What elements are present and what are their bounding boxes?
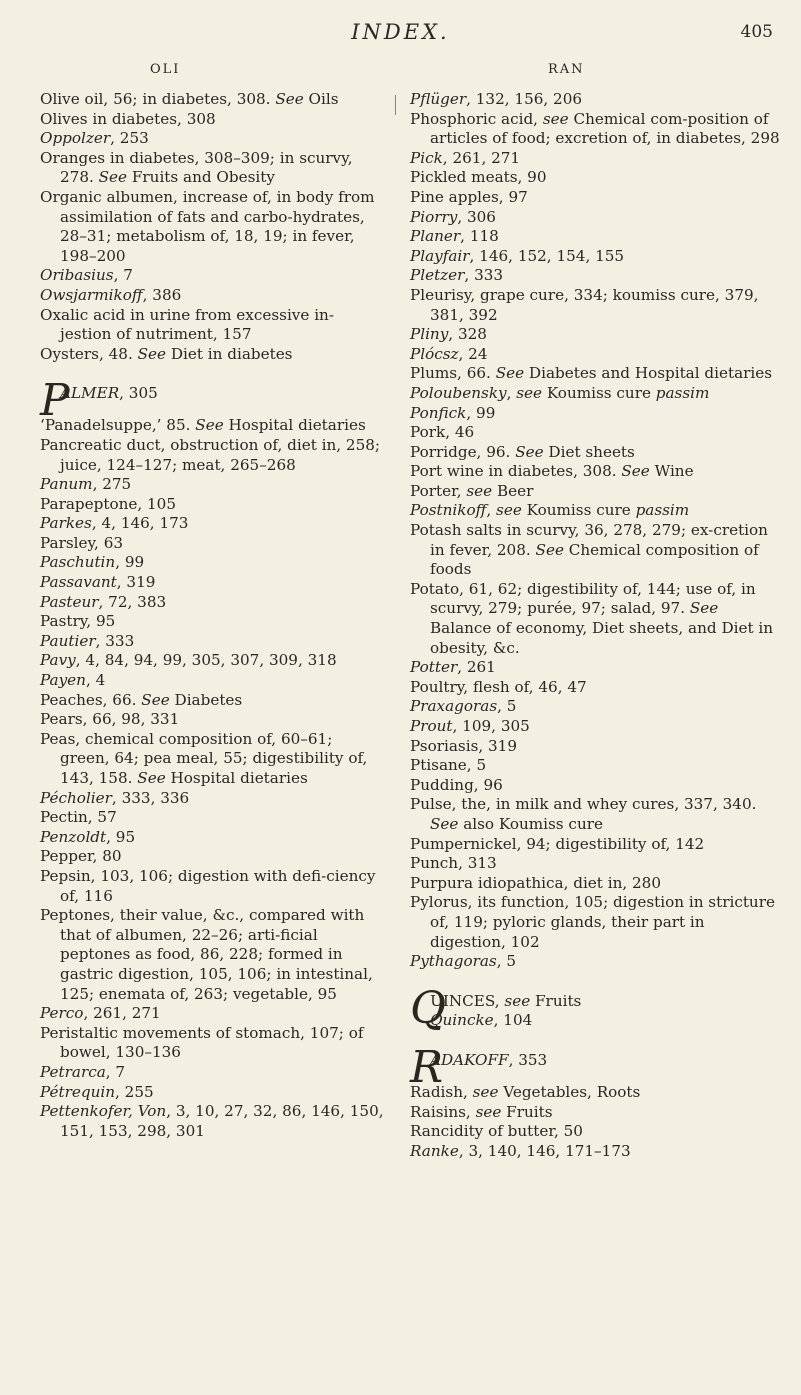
index-entry xyxy=(40,514,385,534)
index-entry xyxy=(410,188,780,208)
text-run: Parapeptone, 105 xyxy=(40,494,176,513)
section-gap xyxy=(410,972,780,992)
italic-run: See xyxy=(430,814,459,833)
index-entry xyxy=(410,893,780,952)
text-run: Pancreatic duct, obstruction of, diet in, 258; juice, 124–127; meat, 265–268 xyxy=(40,435,381,474)
text-run: , 4, 84, 94, 99, 305, 307, 309, 318 xyxy=(75,651,337,670)
text-run: Oranges in diabetes, 308–309; in scurvy, 278. xyxy=(40,148,353,187)
italic-run: See xyxy=(621,462,650,481)
text-run: , 319 xyxy=(116,573,156,592)
index-entry xyxy=(40,593,385,613)
index-entry xyxy=(40,149,385,188)
text-run: Hospital dietaries xyxy=(223,416,366,435)
page-header xyxy=(0,20,801,50)
index-entry xyxy=(410,835,780,855)
text-run: , 4 xyxy=(85,671,106,690)
italic-run: see xyxy=(472,1082,499,1101)
italic-run: See xyxy=(515,442,544,461)
index-entry xyxy=(410,521,780,580)
index-entry xyxy=(410,952,780,972)
index-entry xyxy=(410,717,780,737)
italic-run: Owsjarmikoff xyxy=(40,285,143,304)
index-entry xyxy=(40,266,385,286)
text-run: Ptisane, 5 xyxy=(410,756,487,775)
italic-run: Pettenkofer, Von xyxy=(40,1102,167,1121)
text-run: , 328 xyxy=(448,325,487,344)
text-run: Pine apples, 97 xyxy=(410,187,528,206)
text-run: , 261 xyxy=(457,658,496,677)
text-run: Peristaltic movements of stomach, 107; of bowel, 130–136 xyxy=(40,1023,364,1062)
text-run: , 353 xyxy=(508,1050,548,1069)
text-run: UINCES, xyxy=(430,991,505,1010)
index-entry xyxy=(40,730,385,789)
text-run: Pulse, the, in milk and whey cures, 337, 340. xyxy=(410,795,757,814)
text-run: , 306 xyxy=(457,207,496,226)
text-run: Pepsin, 103, 106; digestion with defi-ciency of, 116 xyxy=(40,866,376,905)
entries-p-left xyxy=(40,416,385,1141)
index-entry xyxy=(410,737,780,757)
text-run: , 386 xyxy=(142,285,182,304)
text-run: , 7 xyxy=(105,1062,126,1081)
italic-run: See xyxy=(275,90,304,108)
italic-run: Pautier xyxy=(40,631,96,650)
text-run: Pork, 46 xyxy=(410,423,475,442)
text-run: , 132, 156, 206 xyxy=(466,90,583,108)
index-entry xyxy=(40,906,385,1004)
text-run: Balance of economy, Diet sheets, and Diet in obesity, &c. xyxy=(430,619,774,657)
text-run: , 255 xyxy=(115,1082,154,1101)
italic-run: Oppolzer xyxy=(40,129,111,148)
index-entry xyxy=(410,678,780,698)
italic-run: Oribasius xyxy=(40,266,114,285)
right-column xyxy=(410,90,780,1161)
text-run: Chemical com-position of articles of food; excretion of, in diabetes, 298 xyxy=(430,109,780,148)
italic-run: Pécholier xyxy=(40,788,112,807)
italic-run: see xyxy=(516,383,543,402)
text-run: , 261, 271 xyxy=(442,148,521,167)
page-number: 405 xyxy=(740,22,773,42)
text-run: Psoriasis, 319 xyxy=(410,736,518,755)
index-entry xyxy=(410,286,780,325)
text-run: Raisins, xyxy=(410,1102,476,1121)
text-run: Diet sheets xyxy=(543,442,635,461)
index-entry xyxy=(40,110,385,130)
italic-run: Pliny xyxy=(410,325,449,344)
text-run: Port wine in diabetes, 308. xyxy=(410,462,622,481)
index-entry xyxy=(410,482,780,502)
italic-run: Potter xyxy=(410,658,458,677)
italic-run: Plócsz xyxy=(410,344,459,363)
index-entry xyxy=(410,462,780,482)
index-entry xyxy=(40,1063,385,1083)
italic-run: See xyxy=(535,540,564,559)
italic-run: Piorry xyxy=(410,207,458,226)
index-entry xyxy=(410,776,780,796)
index-entry xyxy=(40,188,385,266)
text-run: Pepper, 80 xyxy=(40,847,122,866)
drop-initial-r: R xyxy=(410,1041,444,1093)
guide-word-left: OLI xyxy=(150,62,181,77)
text-run: Punch, 313 xyxy=(410,854,497,873)
text-run: , 261, 271 xyxy=(83,1004,161,1023)
index-entry xyxy=(410,854,780,874)
italic-run: Quincke xyxy=(430,1011,494,1030)
text-run: Phosphoric acid, xyxy=(410,109,543,128)
text-run: Koumiss cure xyxy=(542,383,656,402)
text-run: Potash salts in scurvy, 36, 278, 279; ex-cretion in fever, 208. xyxy=(410,521,768,559)
text-run: , 275 xyxy=(92,475,132,494)
italic-run: Postnikoff xyxy=(410,501,487,520)
index-entry xyxy=(40,1024,385,1063)
italic-run: Pasteur xyxy=(40,592,99,611)
index-entry xyxy=(410,795,780,834)
entries-p-right xyxy=(410,90,780,972)
text-run: , 109, 305 xyxy=(452,717,530,735)
italic-run: See xyxy=(495,364,525,383)
text-run: Fruits xyxy=(530,991,582,1010)
section-gap xyxy=(40,364,385,384)
index-entry xyxy=(410,90,780,110)
text-run: Diabetes xyxy=(169,690,243,709)
text-run: Fruits xyxy=(501,1102,553,1121)
section-r-first xyxy=(430,1051,547,1069)
index-entry xyxy=(410,658,780,678)
text-run: Fruits and Obesity xyxy=(127,168,275,187)
italic-run: Pétrequin xyxy=(40,1082,116,1101)
text-run: Purpura idiopathica, diet in, 280 xyxy=(410,873,662,892)
index-entry xyxy=(40,1004,385,1024)
text-run: , 146, 152, 154, 155 xyxy=(469,246,625,265)
italic-run: Pavy xyxy=(40,651,76,670)
text-run: , xyxy=(486,501,497,520)
index-entry xyxy=(40,789,385,809)
italic-run: Prout xyxy=(410,717,453,735)
italic-run: Paschutin xyxy=(40,553,116,572)
text-run: Hospital dietaries xyxy=(165,769,308,787)
italic-run: Playfair xyxy=(410,246,470,265)
index-entry xyxy=(40,847,385,867)
italic-run: See xyxy=(98,168,128,187)
text-run: Olives in diabetes, 308 xyxy=(40,109,216,128)
text-run: ‘Panadelsuppe,’ 85. xyxy=(40,416,196,435)
italic-run: Pick xyxy=(410,148,443,167)
text-run: Pastry, 95 xyxy=(40,612,116,631)
text-run: , 72, 383 xyxy=(98,592,167,611)
index-entry xyxy=(40,475,385,495)
text-run: Pectin, 57 xyxy=(40,808,117,827)
italic-run: Ranke xyxy=(410,1141,459,1160)
index-entry xyxy=(410,1142,780,1162)
index-entry xyxy=(410,580,780,658)
italic-run: Payen xyxy=(40,671,86,690)
index-entry xyxy=(410,874,780,894)
italic-run: see xyxy=(504,991,531,1010)
italic-run: See xyxy=(137,344,166,363)
index-entry xyxy=(40,495,385,515)
index-entry xyxy=(430,1011,780,1031)
text-run: Porter, xyxy=(410,481,467,500)
text-run: , 4, 146, 173 xyxy=(91,514,189,533)
text-run: , 333 xyxy=(95,631,135,650)
entries-q xyxy=(430,1011,780,1031)
italic-run: see xyxy=(475,1102,502,1121)
index-entry xyxy=(40,573,385,593)
italic-run: Ponfick xyxy=(410,403,467,422)
text-run: Diabetes and Hospital dietaries xyxy=(524,364,773,383)
text-run: Diet in diabetes xyxy=(166,344,293,363)
drop-initial-p: P xyxy=(40,375,70,427)
index-entry xyxy=(410,208,780,228)
italic-run: Poloubensky xyxy=(410,383,507,402)
italic-run: Passavant xyxy=(40,573,117,592)
italic-run: passim xyxy=(635,501,690,520)
text-run: , 5 xyxy=(496,952,517,971)
index-entry xyxy=(40,691,385,711)
index-entry xyxy=(40,612,385,632)
text-run: , 118 xyxy=(460,227,499,246)
text-run: Poultry, flesh of, 46, 47 xyxy=(410,677,587,696)
index-entry xyxy=(410,756,780,776)
text-run: Plums, 66. xyxy=(410,364,496,383)
italic-run: see xyxy=(496,501,522,520)
text-run: also Koumiss cure xyxy=(458,814,603,833)
index-entry xyxy=(410,384,780,404)
section-q xyxy=(410,982,780,1034)
text-run: Porridge, 96. xyxy=(410,442,516,461)
index-entry xyxy=(40,90,385,110)
text-run: Radish, xyxy=(410,1082,473,1101)
index-entry xyxy=(410,364,780,384)
text-run: Vegetables, Roots xyxy=(498,1082,641,1101)
text-run: Oils xyxy=(303,90,339,108)
index-entry xyxy=(40,1083,385,1103)
text-run: Pudding, 96 xyxy=(410,775,503,794)
index-entry xyxy=(40,651,385,671)
italic-run: Praxagoras xyxy=(410,697,498,716)
text-run: Oysters, 48. xyxy=(40,344,138,363)
index-entry xyxy=(40,436,385,475)
italic-run: Parkes xyxy=(40,514,92,533)
index-entry xyxy=(410,1103,780,1123)
index-entry xyxy=(410,325,780,345)
index-entry xyxy=(40,553,385,573)
text-run: , 5 xyxy=(497,697,517,716)
index-entry xyxy=(410,345,780,365)
index-entry xyxy=(40,306,385,345)
italic-run: Petrarca xyxy=(40,1062,106,1081)
index-entry xyxy=(410,1083,780,1103)
index-entry xyxy=(410,168,780,188)
drop-initial-q: Q xyxy=(410,982,447,1034)
index-entry xyxy=(410,697,780,717)
italic-run: see xyxy=(466,481,493,500)
text-run: Pears, 66, 98, 331 xyxy=(40,710,180,729)
text-run: , 3, 10, 27, 32, 86, 146, 150, 151, 153, 298, 301 xyxy=(60,1102,384,1140)
index-entry xyxy=(410,501,780,521)
index-entry xyxy=(410,423,780,443)
text-run: , xyxy=(506,383,517,402)
text-run: Chemical composition of foods xyxy=(430,540,759,579)
text-run: Parsley, 63 xyxy=(40,533,124,552)
section-gap xyxy=(410,1031,780,1051)
index-entry xyxy=(410,443,780,463)
text-run: , 3, 140, 146, 171–173 xyxy=(458,1141,631,1160)
index-entry xyxy=(410,247,780,267)
text-run: Pleurisy, grape cure, 334; koumiss cure, 379, 381, 392 xyxy=(410,285,759,324)
column-divider xyxy=(395,95,396,115)
text-run: Potato, 61, 62; digestibility of, 144; use of, in scurvy, 279; purée, 97; salad, 97. xyxy=(410,579,756,618)
italic-run: See xyxy=(137,769,166,787)
text-run: Wine xyxy=(649,462,694,481)
italic-run: See xyxy=(689,599,719,618)
text-run: , 99 xyxy=(466,403,496,422)
section-p-first xyxy=(60,384,158,402)
italic-run: See xyxy=(195,416,224,435)
italic-run: passim xyxy=(655,383,710,402)
italic-run: see xyxy=(542,109,569,128)
italic-run: Pythagoras xyxy=(410,952,497,971)
text-run: , 333, 336 xyxy=(111,788,190,807)
text-run: , 305 xyxy=(119,384,158,403)
index-entry xyxy=(410,404,780,424)
text-run: Organic albumen, increase of, in body from assimilation of fats and carbo-hydrates, 28–31; metabolism of, 18, 19; in fever, 198–200 xyxy=(40,187,375,265)
index-entry xyxy=(40,129,385,149)
text-run: , 7 xyxy=(113,266,133,285)
text-run: Peptones, their value, &c., compared with that of albumen, 22–26; arti-ficial peptones as food, 86, 228; formed in gastric digestion, 105, 106; in intestinal, 125; enemata of, 263; vegetable, 95 xyxy=(40,906,373,1003)
italic-run: Penzoldt xyxy=(40,827,107,846)
text-run: , 333 xyxy=(464,266,504,285)
italic-run: See xyxy=(141,690,170,709)
left-column xyxy=(40,90,385,1141)
index-entry xyxy=(410,227,780,247)
index-entry xyxy=(40,867,385,906)
italic-run: Panum xyxy=(40,475,93,494)
index-entry xyxy=(40,808,385,828)
text-run: , 99 xyxy=(115,553,145,572)
text-run: Oxalic acid in urine from excessive in-jestion of nutriment, 157 xyxy=(40,305,334,344)
index-entry xyxy=(410,149,780,169)
text-run: , 24 xyxy=(458,344,488,363)
index-entry xyxy=(40,671,385,691)
text-run: Rancidity of butter, 50 xyxy=(410,1122,583,1141)
index-entry xyxy=(40,1102,385,1141)
page-title: INDEX. xyxy=(351,20,450,44)
italic-run: Planer xyxy=(410,227,461,246)
italic-run: ALMER xyxy=(60,384,120,403)
text-run: , 104 xyxy=(493,1011,533,1030)
index-entry xyxy=(40,710,385,730)
index-entry xyxy=(410,110,780,149)
index-entry xyxy=(40,828,385,848)
text-run: Peaches, 66. xyxy=(40,690,142,709)
italic-run: Perco xyxy=(40,1004,84,1023)
text-run: Pumpernickel, 94; digestibility of, 142 xyxy=(410,834,705,853)
index-entry xyxy=(40,345,385,365)
italic-run: Pflüger xyxy=(410,90,467,108)
section-q-first xyxy=(430,992,581,1010)
italic-run: Pletzer xyxy=(410,266,465,285)
italic-run: ADAKOFF xyxy=(430,1050,509,1069)
text-run: Koumiss cure xyxy=(521,501,636,520)
text-run: , 95 xyxy=(106,827,136,846)
text-run: Pickled meats, 90 xyxy=(410,168,547,187)
guide-word-right: RAN xyxy=(548,62,585,77)
index-entry xyxy=(40,632,385,652)
text-run: Olive oil, 56; in diabetes, 308. xyxy=(40,90,276,108)
index-entry xyxy=(40,416,385,436)
text-run: Pylorus, its function, 105; digestion in stricture of, 119; pyloric glands, their part in digestion, 102 xyxy=(410,893,775,951)
index-entry xyxy=(40,534,385,554)
index-entry xyxy=(410,266,780,286)
text-run: , 253 xyxy=(110,129,149,148)
text-run: Beer xyxy=(492,481,534,500)
entries-o xyxy=(40,90,385,364)
index-entry xyxy=(410,1122,780,1142)
entries-r xyxy=(410,1083,780,1161)
index-entry xyxy=(40,286,385,306)
text-run: Peas, chemical composition of, 60–61; green, 64; pea meal, 55; digestibility of, 143, 158. xyxy=(40,729,368,787)
